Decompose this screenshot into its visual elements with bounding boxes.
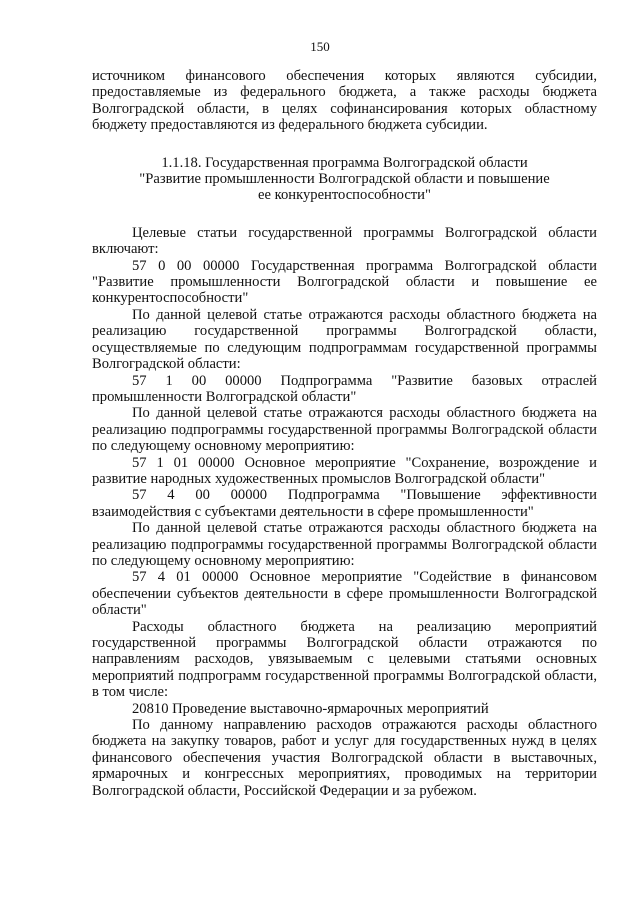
paragraph-article-57-1: 57 1 00 00000 Подпрограмма "Развитие базовых отраслей промышленности Волгоградской области" bbox=[92, 372, 597, 405]
paragraph-article-57-1-01: 57 1 01 00000 Основное мероприятие "Сохранение, возрождение и развитие народных художественных промыслов Волгоградской области" bbox=[92, 454, 597, 487]
paragraph-target-articles-intro: Целевые статьи государственной программы Волгоградской области включают: bbox=[92, 224, 597, 258]
paragraph-article-57-4-01: 57 4 01 00000 Основное мероприятие "Содействие в финансовом обеспечении субъектов деятельности в сфере промышленности Волгоградской области" bbox=[92, 569, 597, 619]
paragraph-article-57-4: 57 4 00 00000 Подпрограмма "Повышение эффективности взаимодействия с субъектами деятельности в сфере промышленности" bbox=[92, 487, 597, 520]
paragraph-program-expenses: По данной целевой статье отражаются расходы областного бюджета на реализацию государственной программы Волгоградской области, осуществляемые по следующим подпрограммам государственной программы Волгоградской области: bbox=[92, 306, 597, 373]
intro-paragraph: источником финансового обеспечения которых являются субсидии, предоставляемые из федерального бюджета, а также расходы бюджета Волгоградской области, в целях софинансирования которых областному бюджету предоставляются из федерального бюджета субсидии. bbox=[92, 68, 597, 134]
paragraph-article-57-0: 57 0 00 00000 Государственная программа Волгоградской области "Развитие промышленности Волгоградской области и повышение ее конкурентоспособности" bbox=[92, 257, 597, 307]
paragraph-subprogram-4-expenses: По данной целевой статье отражаются расходы областного бюджета на реализацию подпрограммы государственной программы Волгоградской области по следующему основному мероприятию: bbox=[92, 520, 597, 569]
paragraph-expense-directions: Расходы областного бюджета на реализацию мероприятий государственной программы Волгоградской области отражаются по направлениям расходов, увязываемым с целевыми статьями основных мероприятий подпрограмм государственной программы Волгоградской области, в том числе: bbox=[92, 618, 597, 701]
section-heading-line-2: "Развитие промышленности Волгоградской области и повышение bbox=[139, 171, 550, 188]
section-heading bbox=[92, 155, 597, 204]
paragraph-subprogram-1-expenses: По данной целевой статье отражаются расходы областного бюджета на реализацию подпрограммы государственной программы Волгоградской области по следующему основному мероприятию: bbox=[92, 405, 597, 455]
paragraph-direction-20810-description: По данному направлению расходов отражаются расходы областного бюджета на закупку товаров, работ и услуг для государственных нужд в целях финансового обеспечения участия Волгоградской области в выставочных, ярмарочных и конгрессных мероприятиях, проводимых на территории Волгоградской области, Российской Федерации и за рубежом. bbox=[92, 717, 597, 799]
section-heading-line-1: 1.1.18. Государственная программа Волгоградской области bbox=[161, 154, 528, 171]
page-number: 150 bbox=[310, 39, 330, 54]
section-heading-line-3: ее конкурентоспособности" bbox=[258, 187, 431, 204]
paragraph-direction-20810: 20810 Проведение выставочно-ярмарочных мероприятий bbox=[132, 700, 489, 717]
document-body bbox=[92, 68, 597, 799]
